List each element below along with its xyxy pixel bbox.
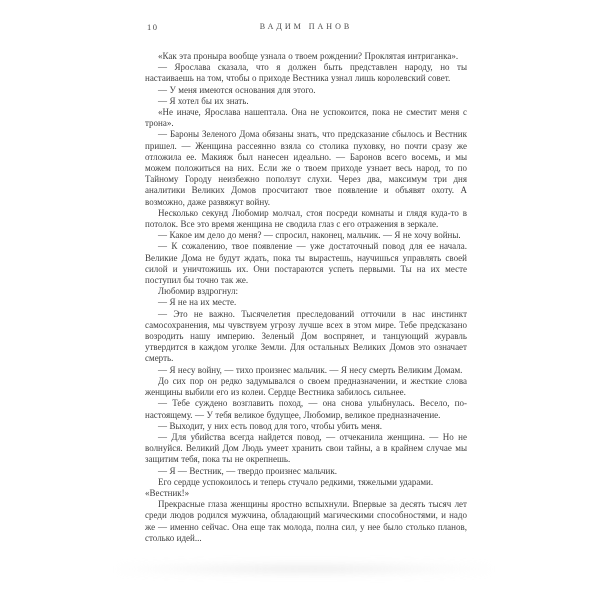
paragraph: — Это не важно. Тысячелетия преследований отточили в нас инстинкт самосохранения, мы чувствуем угрозу лучше всех в этом мире. Тебе предсказано возродить нашу империю. Зеленый Дом воспрянет, и танцующий журавль утвердится в каждом уголке Земли. Для остальных Великих Домов это означает смерть.	[145, 308, 467, 364]
book-page	[145, 22, 467, 544]
paragraph: — К сожалению, твое появление — уже достаточный повод для ее начала. Великие Дома не будут ждать, пока ты вырастешь, научишься управлять своей силой и уничтожишь их. Они постараются успеть первыми. Ты на их месте поступил бы точно так же.	[145, 241, 467, 286]
paragraph: — У меня имеются основания для этого.	[158, 84, 316, 95]
page-bottom-shadow	[118, 563, 490, 575]
paragraph: Его сердце успокоилось и теперь стучало редкими, тяжелыми ударами.	[158, 476, 434, 487]
paragraph: Несколько секунд Любомир молчал, стоя посреди комнаты и глядя куда-то в потолок. Все это время женщина не сводила глаз с его отражения в зеркале.	[145, 207, 467, 230]
paragraph: — Бароны Зеленого Дома обязаны знать, что предсказание сбылось и Вестник пришел. — Женщина рассеянно взяла со столика пуховку, но почти сразу же отложила ее. Макияж был нанесен идеально. — Баронов всего восемь, и мы можем положиться на них. Если же о твоем приходе узнает весь народ, то по Тайному Городу неизбежно поползут слухи. Через два, максимум три дня аналитики Великих Домов просчитают твое появление и объявят охоту. А возможно, даже развяжут войну.	[145, 129, 467, 207]
paragraph: — Ярослава сказала, что я должен быть представлен народу, но ты настаиваешь на том, чтобы о приходе Вестника узнал лишь королевский совет.	[145, 62, 467, 84]
paragraph: — Тебе суждено возглавить поход, — она снова улыбнулась. Весело, по-настоящему. — У тебя великое будущее, Любомир, великое предназначение.	[145, 398, 467, 420]
paragraph: «Как эта проныра вообще узнала о твоем рождении? Проклятая интриганка».	[158, 51, 459, 61]
paragraph: «Не иначе, Ярослава нашептала. Она не успокоится, пока не сместит меня с трона».	[145, 107, 467, 129]
paragraph: — Я хотел бы их знать.	[158, 95, 249, 106]
page-header	[145, 22, 467, 36]
paragraph: Любомир вздрогнул:	[158, 286, 239, 297]
paragraph: До сих пор он редко задумывался о своем предназначении, и жесткие слова женщины выбили его из колеи. Сердце Вестника забилось сильнее.	[145, 375, 467, 398]
running-header-author: ВАДИМ ПАНОВ	[259, 22, 353, 31]
paragraph: Прекрасные глаза женщины яростно вспыхнули. Впервые за десять тысяч лет среди людов родился мужчина, обладающий магическими способностями, и надо же — именно сейчас. Она еще так молода, полна сил, у нее было столько планов, столько идей...	[145, 499, 467, 543]
paragraph: — Я — Вестник, — твердо произнес мальчик.	[158, 465, 337, 476]
paragraph: — Для убийства всегда найдется повод, — отчеканила женщина. — Но не волнуйся. Великий Дом Людь умеет хранить свои тайны, а в крайнем случае мы защитим тебя, пока ты не окрепнешь.	[145, 431, 467, 465]
paragraph: — Я не на их месте.	[158, 297, 237, 308]
paragraph: — Какое им дело до меня? — спросил, наконец, мальчик. — Я не хочу войны.	[158, 230, 461, 241]
page-number: 10	[147, 22, 159, 32]
paragraph: «Вестник!»	[145, 487, 190, 498]
body-text	[145, 51, 467, 544]
paragraph: — Я несу войну, — тихо произнес мальчик. — Я несу смерть Великим Домам.	[158, 364, 463, 375]
paragraph: — Выходит, у них есть повод для того, чтобы убить меня.	[158, 420, 382, 431]
